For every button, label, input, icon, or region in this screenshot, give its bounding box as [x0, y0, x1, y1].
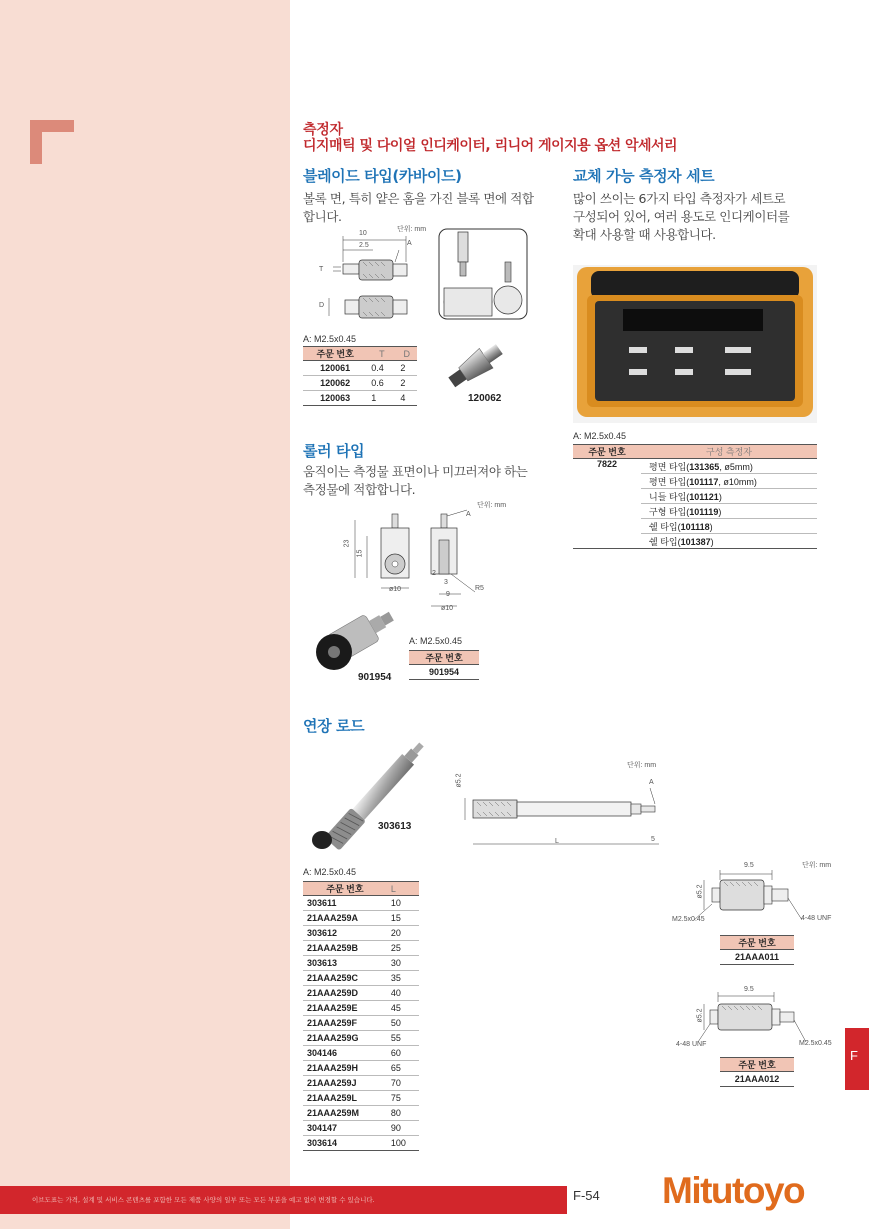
brand-logo: Mitutoyo	[662, 1170, 805, 1211]
extension-row-l: 50	[387, 1016, 419, 1031]
set-desc-line3: 확대 사용할 때 사용합니다.	[573, 227, 716, 242]
set-item-text: )	[718, 506, 722, 517]
table-row	[303, 911, 419, 926]
set-item-number: 101387	[680, 536, 711, 547]
blade-row-t: 0.6	[367, 376, 396, 391]
extension-row-code: 21AAA259E	[303, 1001, 387, 1016]
table-row	[303, 1001, 419, 1016]
set-item-text: 쉘 타입(	[649, 521, 681, 532]
extension-row-l: 100	[387, 1136, 419, 1151]
adapter2-row-code: 21AAA012	[720, 1072, 794, 1087]
extension-row-code: 21AAA259H	[303, 1061, 387, 1076]
extension-row-code: 21AAA259L	[303, 1091, 387, 1106]
blade-thread-spec: A: M2.5x0.45	[303, 334, 357, 344]
blade-product-photo	[438, 334, 520, 394]
extension-row-code: 304147	[303, 1121, 387, 1136]
set-item	[641, 459, 817, 474]
adapter2-col-code: 주문 번호	[720, 1058, 794, 1072]
blade-usage-illustration	[438, 228, 528, 320]
extension-row-code: 303611	[303, 896, 387, 911]
roller-dim-phi10b: ø10	[441, 605, 454, 612]
extension-row-l: 65	[387, 1061, 419, 1076]
extension-row-l: 25	[387, 941, 419, 956]
extension-product-photo	[300, 730, 452, 860]
extension-unit-label: 단위: mm	[627, 762, 657, 769]
table-row	[303, 1031, 419, 1046]
adapter2-dim-phi52: ø5.2	[696, 1008, 704, 1023]
extension-row-l: 75	[387, 1091, 419, 1106]
table-row	[573, 459, 817, 474]
set-item	[641, 474, 817, 489]
extension-col-code: 주문 번호	[303, 882, 387, 896]
adapter2-left-thread: 4-48 UNF	[676, 1041, 707, 1048]
adapter1-left-thread: M2.5x0.45	[672, 916, 705, 923]
set-item-text: 구형 타입(	[649, 506, 690, 517]
extension-dim-l: L	[555, 838, 559, 845]
set-item-text: 평면 타입(	[649, 476, 690, 487]
extension-order-table	[303, 881, 419, 1151]
set-item-text: )	[709, 521, 713, 532]
roller-description	[303, 463, 527, 499]
blade-row-d: 4	[396, 391, 417, 406]
blade-col-d: D	[396, 347, 417, 361]
blade-section-title: 블레이드 타입(카바이드)	[303, 167, 462, 185]
extension-row-code: 303613	[303, 956, 387, 971]
extension-row-l: 80	[387, 1106, 419, 1121]
extension-row-code: 21AAA259G	[303, 1031, 387, 1046]
table-row	[303, 896, 419, 911]
blade-col-t: T	[367, 347, 396, 361]
blade-row-d: 2	[396, 361, 417, 376]
extension-row-code: 304146	[303, 1046, 387, 1061]
table-row	[303, 391, 417, 406]
extension-thread-spec: A: M2.5x0.45	[303, 867, 357, 877]
set-item-number: 101119	[689, 506, 719, 517]
table-row	[303, 971, 419, 986]
table-row	[409, 665, 479, 680]
set-description	[573, 190, 789, 244]
adapter1-dim-phi52: ø5.2	[696, 884, 704, 899]
blade-dimension-drawing	[303, 228, 438, 333]
extension-row-code: 21AAA259F	[303, 1016, 387, 1031]
blade-dim-d: D	[319, 302, 325, 309]
table-row	[303, 1106, 419, 1121]
table-row	[303, 1121, 419, 1136]
extension-row-l: 70	[387, 1076, 419, 1091]
roller-photo-label: 901954	[358, 672, 392, 683]
adapter1-dim-9-5: 9.5	[744, 862, 754, 869]
blade-row-code: 120063	[303, 391, 367, 406]
set-item-number: 101117	[689, 476, 719, 487]
roller-row-code: 901954	[409, 665, 479, 680]
extension-row-code: 303614	[303, 1136, 387, 1151]
adapter2-order-table	[720, 1057, 794, 1087]
set-case-photo	[573, 265, 817, 423]
adapter1-order-table	[720, 935, 794, 965]
blade-photo-label: 120062	[468, 393, 502, 404]
extension-row-l: 55	[387, 1031, 419, 1046]
blade-desc-line2: 합니다.	[303, 209, 342, 224]
table-row	[303, 361, 417, 376]
blade-dim-a: A	[407, 240, 412, 247]
extension-row-code: 21AAA259C	[303, 971, 387, 986]
adapter1-col-code: 주문 번호	[720, 936, 794, 950]
extension-row-l: 40	[387, 986, 419, 1001]
set-col-code: 주문 번호	[573, 445, 641, 459]
roller-dim-9: 9	[446, 591, 450, 598]
extension-section-title: 연장 로드	[303, 717, 365, 735]
extension-row-code: 21AAA259A	[303, 911, 387, 926]
left-sidebar-band	[0, 0, 290, 1229]
blade-row-code: 120061	[303, 361, 367, 376]
extension-row-code: 21AAA259M	[303, 1106, 387, 1121]
table-row	[303, 1046, 419, 1061]
extension-row-l: 10	[387, 896, 419, 911]
set-item-text: )	[718, 491, 722, 502]
blade-row-code: 120062	[303, 376, 367, 391]
extension-dim-5: 5	[651, 836, 655, 843]
extension-row-l: 35	[387, 971, 419, 986]
roller-col-code: 주문 번호	[409, 651, 479, 665]
blade-dim-2-5: 2.5	[359, 242, 369, 249]
set-item-text: 니들 타입(	[649, 491, 690, 502]
adapter1-unit-label: 단위: mm	[802, 862, 832, 869]
set-item	[641, 534, 817, 549]
set-thread-spec: A: M2.5x0.45	[573, 431, 627, 441]
adapter2-dim-9-5: 9.5	[744, 986, 754, 993]
extension-photo-label: 303613	[378, 821, 412, 832]
roller-desc-line1: 움직이는 측정물 표면이나 미끄러져야 하는	[303, 464, 528, 479]
roller-dim-2: 2	[432, 570, 436, 577]
page-category-title: 측정자	[303, 122, 343, 138]
roller-dim-a: A	[466, 511, 471, 518]
set-desc-line1: 많이 쓰이는 6가지 타입 측정자가 세트로	[573, 191, 786, 206]
table-row	[303, 986, 419, 1001]
roller-dim-phi10a: ø10	[389, 586, 402, 593]
set-item	[641, 489, 817, 504]
extension-row-code: 21AAA259B	[303, 941, 387, 956]
roller-dim-23: 23	[343, 539, 351, 548]
table-row	[303, 941, 419, 956]
roller-dim-3: 3	[444, 579, 448, 586]
set-item-text: , ø5mm)	[719, 461, 753, 472]
roller-unit-label: 단위: mm	[477, 502, 507, 509]
adapter1-row-code: 21AAA011	[720, 950, 794, 965]
extension-row-l: 45	[387, 1001, 419, 1016]
table-row	[720, 1072, 794, 1087]
table-row	[303, 376, 417, 391]
set-item	[641, 504, 817, 519]
roller-section-title: 롤러 타입	[303, 442, 365, 460]
blade-row-t: 1	[367, 391, 396, 406]
roller-dim-15: 15	[356, 549, 364, 558]
set-col-components: 구성 측정자	[641, 445, 817, 459]
page-title: 디지매틱 및 다이얼 인디케이터, 리니어 게이지용 옵션 악세서리	[303, 138, 678, 154]
set-section-title: 교체 가능 측정자 세트	[573, 167, 715, 185]
set-item-text: 쉘 타입(	[649, 536, 681, 547]
table-row	[303, 1136, 419, 1151]
extension-row-code: 303612	[303, 926, 387, 941]
set-item-text: , ø10mm)	[718, 476, 757, 487]
roller-thread-spec: A: M2.5x0.45	[409, 636, 463, 646]
blade-row-d: 2	[396, 376, 417, 391]
set-item-number: 101118	[680, 521, 710, 532]
extension-row-l: 15	[387, 911, 419, 926]
section-tab-f[interactable]: F	[845, 1028, 869, 1090]
roller-order-table	[409, 650, 479, 680]
extension-dim-a: A	[649, 779, 654, 786]
set-row-code: 7822	[573, 459, 641, 549]
extension-row-code: 21AAA259D	[303, 986, 387, 1001]
blade-unit-label: 단위: mm	[397, 226, 427, 233]
set-item-text: )	[710, 536, 714, 547]
extension-row-l: 90	[387, 1121, 419, 1136]
roller-product-photo	[302, 600, 402, 678]
adapter2-right-thread: M2.5x0.45	[799, 1040, 832, 1047]
extension-col-l: L	[387, 882, 419, 896]
table-row	[303, 1091, 419, 1106]
corner-bracket-mark	[30, 120, 74, 164]
page-number: F-54	[573, 1188, 600, 1203]
extension-row-l: 30	[387, 956, 419, 971]
blade-dim-t: T	[319, 266, 324, 273]
set-item	[641, 519, 817, 534]
blade-dim-10: 10	[359, 230, 367, 237]
footer-notice: 이브도표는 가격, 설계 및 서비스 콘텐츠를 포함한 모든 제품 사양의 일부 또는 모든 부분을 예고 없이 변경할 수 있습니다.	[32, 1196, 375, 1204]
blade-order-table	[303, 346, 417, 406]
set-desc-line2: 구성되어 있어, 여러 용도로 인디케이터를	[573, 209, 790, 224]
table-row	[720, 950, 794, 965]
table-row	[303, 1061, 419, 1076]
set-order-table	[573, 444, 817, 549]
blade-description	[303, 190, 534, 226]
roller-dim-r5: R5	[475, 585, 484, 592]
blade-col-code: 주문 번호	[303, 347, 367, 361]
roller-desc-line2: 측정물에 적합합니다.	[303, 482, 416, 497]
table-row	[303, 1076, 419, 1091]
extension-dim-phi52: ø5.2	[455, 773, 463, 788]
extension-row-code: 21AAA259J	[303, 1076, 387, 1091]
extension-row-l: 60	[387, 1046, 419, 1061]
extension-dimension-drawing	[455, 768, 670, 850]
set-item-text: 평면 타입(	[649, 461, 690, 472]
table-row	[303, 956, 419, 971]
blade-desc-line1: 볼록 면, 특히 얕은 홈을 가진 블록 면에 적합	[303, 191, 534, 206]
extension-row-l: 20	[387, 926, 419, 941]
adapter1-right-thread: 4-48 UNF	[801, 915, 832, 922]
set-item-number: 101121	[689, 491, 719, 502]
set-item-number: 131365	[689, 461, 720, 472]
table-row	[303, 926, 419, 941]
blade-row-t: 0.4	[367, 361, 396, 376]
table-row	[303, 1016, 419, 1031]
